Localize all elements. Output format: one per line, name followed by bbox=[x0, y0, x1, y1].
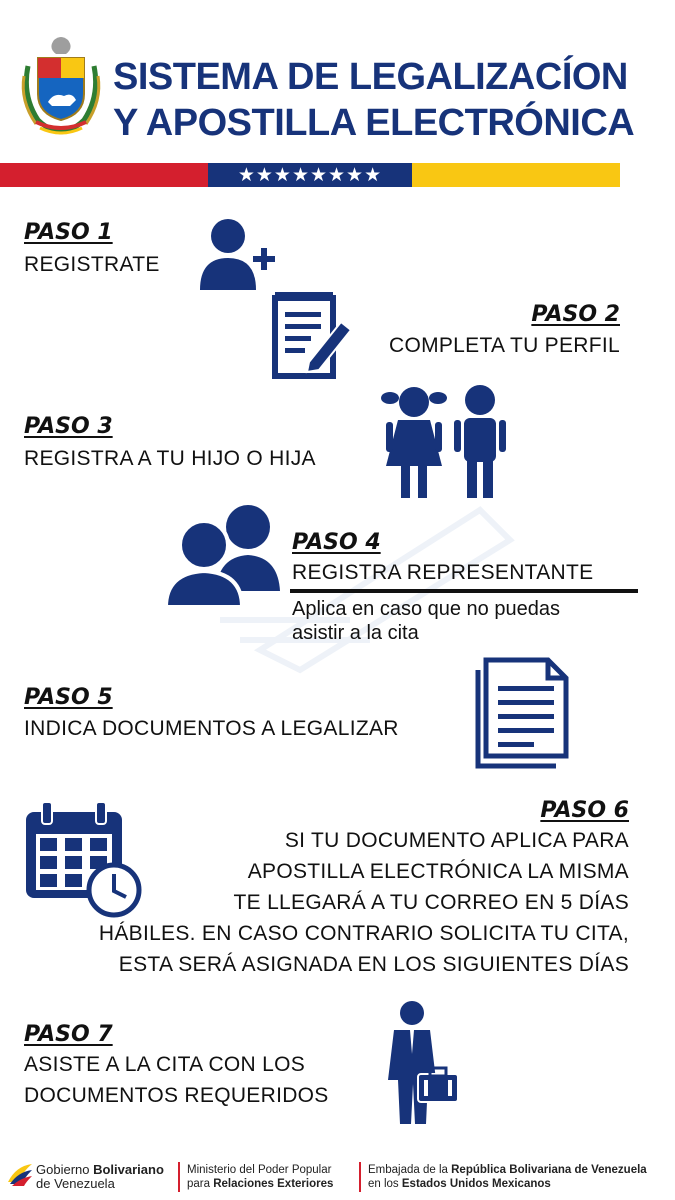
footer-embassy-line1-a: Embajada de la bbox=[368, 1164, 452, 1176]
flag-blue-stripe bbox=[208, 163, 412, 187]
flag-yellow-stripe bbox=[412, 163, 620, 187]
users-icon bbox=[164, 501, 282, 607]
document-pen-icon bbox=[271, 292, 353, 380]
footer-embassy-line1-b: República Bolivariana de Venezuela bbox=[451, 1164, 647, 1176]
footer-ministry bbox=[187, 1163, 333, 1191]
person-briefcase-icon bbox=[384, 1000, 464, 1126]
step-2-text: COMPLETA TU PERFIL bbox=[388, 334, 620, 357]
step-4-divider bbox=[290, 589, 638, 593]
footer-ministry-line2-b: Relaciones Exteriores bbox=[213, 1178, 334, 1190]
step-6-line-1: SI TU DOCUMENTO APLICA PARA bbox=[284, 829, 629, 852]
page-title-line-2: Y APOSTILLA ELECTRÓNICA bbox=[113, 102, 635, 144]
footer-gov-line2: de Venezuela bbox=[36, 1176, 115, 1191]
step-6-label: PASO 6 bbox=[540, 798, 629, 823]
footer-embassy-line2-a: en los bbox=[368, 1178, 402, 1190]
footer-embassy bbox=[368, 1163, 647, 1191]
step-3-text: REGISTRA A TU HIJO O HIJA bbox=[24, 447, 316, 470]
children-icon bbox=[380, 382, 512, 500]
page-title-line-1: SISTEMA DE LEGALIZACÍON bbox=[113, 56, 628, 98]
footer-gov-line1-a: Gobierno bbox=[36, 1162, 94, 1177]
step-4-label: PASO 4 bbox=[292, 530, 381, 555]
footer-separator-1 bbox=[178, 1162, 180, 1192]
flag-bar bbox=[0, 163, 620, 187]
step-6-line-3: TE LLEGARÁ A TU CORREO EN 5 DÍAS bbox=[233, 891, 629, 914]
step-6-line-4: HÁBILES. EN CASO CONTRARIO SOLICITA TU CITA, bbox=[98, 922, 629, 945]
footer-separator-2 bbox=[359, 1162, 361, 1192]
step-7-text-line-2: DOCUMENTOS REQUERIDOS bbox=[24, 1084, 329, 1107]
footer-ministry-line1: Ministerio del Poder Popular bbox=[187, 1164, 332, 1176]
step-6-line-2: APOSTILLA ELECTRÓNICA LA MISMA bbox=[247, 860, 629, 883]
footer-government bbox=[36, 1163, 164, 1191]
step-2-label: PASO 2 bbox=[531, 302, 620, 327]
step-1-label: PASO 1 bbox=[24, 220, 113, 245]
step-5-text: INDICA DOCUMENTOS A LEGALIZAR bbox=[24, 717, 399, 740]
step-7-label: PASO 7 bbox=[24, 1022, 113, 1047]
footer-gov-line1-b: Bolivariano bbox=[93, 1162, 164, 1177]
step-5-label: PASO 5 bbox=[24, 685, 113, 710]
step-6-line-5: ESTA SERÁ ASIGNADA EN LOS SIGUIENTES DÍAS bbox=[118, 953, 629, 976]
step-4-note-line-1: Aplica en caso que no puedas bbox=[292, 598, 560, 620]
step-4-text: REGISTRA REPRESENTANTE bbox=[292, 561, 594, 584]
step-1-text: REGISTRATE bbox=[24, 253, 160, 276]
step-4-note-line-2: asistir a la cita bbox=[292, 622, 419, 644]
step-3-label: PASO 3 bbox=[24, 414, 113, 439]
flag-red-stripe bbox=[0, 163, 208, 187]
step-7-text-line-1: ASISTE A LA CITA CON LOS bbox=[24, 1053, 306, 1076]
document-list-icon bbox=[474, 656, 570, 770]
flag-stars: ★★★★★★★★ bbox=[237, 164, 383, 186]
coat-of-arms-icon bbox=[18, 36, 104, 138]
user-add-icon bbox=[198, 214, 278, 294]
government-logo-icon bbox=[6, 1162, 34, 1186]
footer-ministry-line2-a: para bbox=[187, 1178, 214, 1190]
footer-embassy-line2-b: Estados Unidos Mexicanos bbox=[401, 1178, 551, 1190]
footer bbox=[0, 1156, 675, 1200]
calendar-clock-icon bbox=[24, 800, 142, 918]
